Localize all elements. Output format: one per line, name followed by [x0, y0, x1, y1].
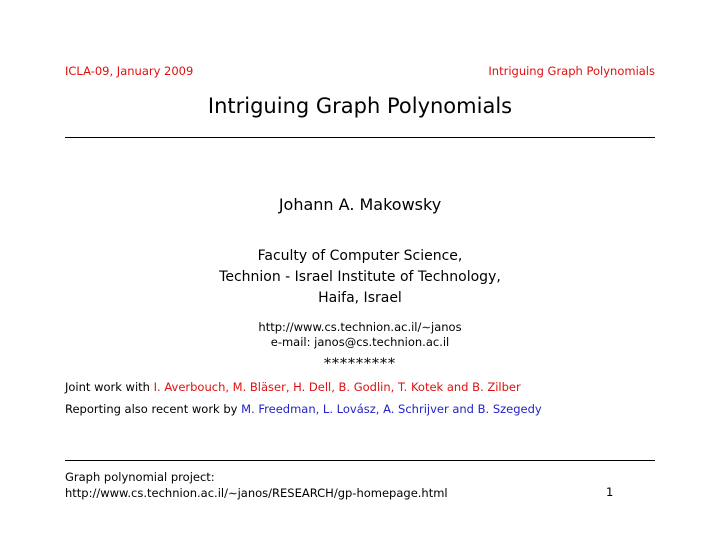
slide-title: Intriguing Graph Polynomials [207, 94, 513, 118]
joint-work-line [65, 380, 521, 394]
header-left: ICLA-09, January 2009 [65, 64, 194, 78]
author-name: Johann A. Makowsky [278, 195, 442, 214]
project-url[interactable]: http://www.cs.technion.ac.il/∼janos/RESEARCH/gp-homepage.html [65, 486, 448, 500]
email-address[interactable]: e-mail: janos@cs.technion.ac.il [270, 335, 450, 349]
footnote [65, 469, 448, 501]
affiliation-line-1: Faculty of Computer Science, [257, 248, 463, 264]
joint-work-prefix: Joint work with [65, 380, 154, 394]
contact-info [0, 320, 720, 350]
homepage-url[interactable]: http://www.cs.technion.ac.il/∼janos [258, 320, 462, 334]
page-number: 1 [606, 485, 614, 499]
separator-stars: ********* [324, 356, 396, 372]
affiliation-line-3: Haifa, Israel [318, 290, 402, 306]
reporting-line [65, 402, 542, 416]
footnote-line-1: Graph polynomial project: [65, 470, 215, 484]
title-rule [65, 137, 655, 138]
header-right: Intriguing Graph Polynomials [488, 64, 655, 78]
footnote-rule [65, 460, 655, 461]
affiliation [0, 246, 720, 309]
joint-work-names: I. Averbouch, M. Bläser, H. Dell, B. Godlin, T. Kotek and B. Zilber [153, 380, 521, 394]
reporting-prefix: Reporting also recent work by [65, 402, 242, 416]
reporting-names: M. Freedman, L. Lovász, A. Schrijver and B. Szegedy [241, 402, 542, 416]
affiliation-line-2: Technion - Israel Institute of Technology, [219, 269, 501, 285]
